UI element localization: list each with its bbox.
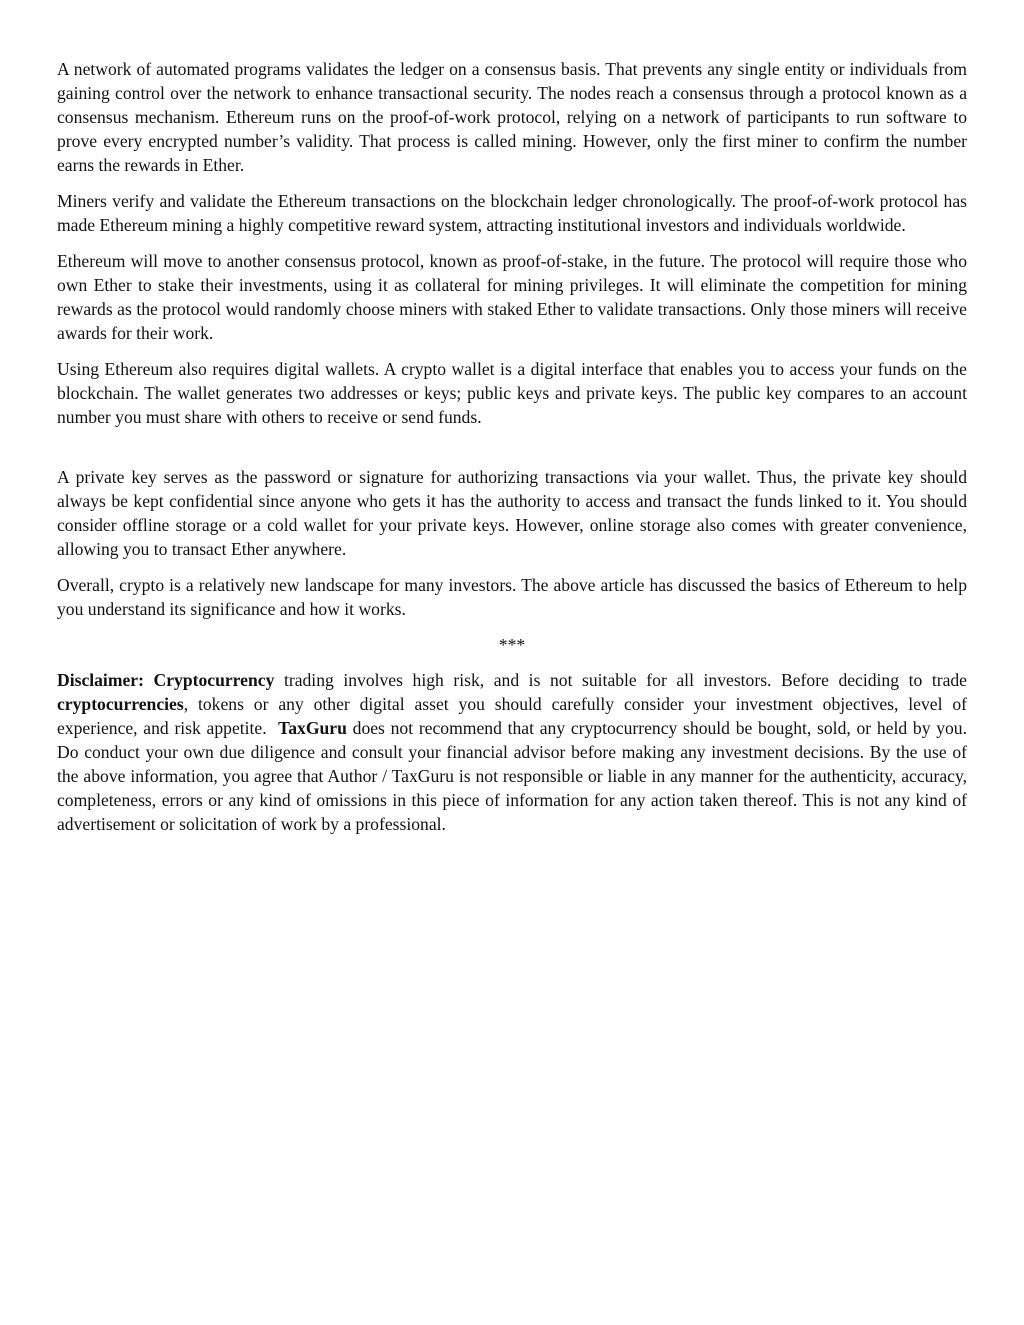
paragraph-consensus: A network of automated programs validates the ledger on a consensus basis. That prevents any single entity or individuals from gaining control over the network to enhance transactional security. The nodes reach a consensus through a protocol known as a consensus mechanism. Ethereum runs on the proof-of-work protocol, relying on a network of participants to run software to prove every encrypted number’s validity. That process is called mining. However, only the first miner to confirm the number earns the rewards in Ether. <box>57 59 967 175</box>
paragraph-overall: Overall, crypto is a relatively new landscape for many investors. The above article has discussed the basics of Ethereum to help you understand its significance and how it works. <box>57 575 967 619</box>
disclaimer-term-taxguru: TaxGuru <box>278 718 347 738</box>
disclaimer-paragraph <box>57 668 967 836</box>
disclaimer-label: Disclaimer: <box>57 670 144 690</box>
paragraph-private-key: A private key serves as the password or signature for authorizing transactions via your wallet. Thus, the private key should always be kept confidential since anyone who gets it has the authority to access and transact the funds linked to it. You should consider offline storage or a cold wallet for your private keys. However, online storage also comes with greater convenience, allowing you to transact Ether anywhere. <box>57 467 967 559</box>
section-separator: *** <box>498 635 526 655</box>
disclaimer-text-3: does not recommend that any cryptocurrency should be bought, sold, or held by you. Do conduct your own due diligence and consult your financial advisor before making any investment decisions. By the use of the above information, you agree that Author / TaxGuru is not responsible or liable in any manner for the authenticity, accuracy, completeness, errors or any kind of omissions in this piece of information for any action taken thereof. This is not any kind of advertisement or solicitation of work by a professional. <box>57 718 968 834</box>
disclaimer-term-cryptocurrencies: cryptocurrencies <box>57 694 184 714</box>
document-page <box>57 57 967 836</box>
disclaimer-term-cryptocurrency: Cryptocurrency <box>153 670 275 690</box>
disclaimer-text-2: , tokens or any other digital asset you should carefully consider your investment objectives, level of experience, and risk appetite. <box>57 694 967 738</box>
disclaimer-text-1: trading involves high risk, and is not suitable for all investors. Before deciding to trade <box>283 670 967 690</box>
paragraph-miners: Miners verify and validate the Ethereum transactions on the blockchain ledger chronologically. The proof-of-work protocol has made Ethereum mining a highly competitive reward system, attracting institutional investors and individuals worldwide. <box>57 191 967 235</box>
paragraph-proof-of-stake: Ethereum will move to another consensus protocol, known as proof-of-stake, in the future. The protocol will require those who own Ether to stake their investments, using it as collateral for mining privileges. It will eliminate the competition for mining rewards as the protocol would randomly choose miners with staked Ether to validate transactions. Only those miners will receive awards for their work. <box>57 251 967 343</box>
paragraph-wallets: Using Ethereum also requires digital wallets. A crypto wallet is a digital interface that enables you to access your funds on the blockchain. The wallet generates two addresses or keys; public keys and private keys. The public key compares to an account number you must share with others to receive or send funds. <box>57 359 967 427</box>
